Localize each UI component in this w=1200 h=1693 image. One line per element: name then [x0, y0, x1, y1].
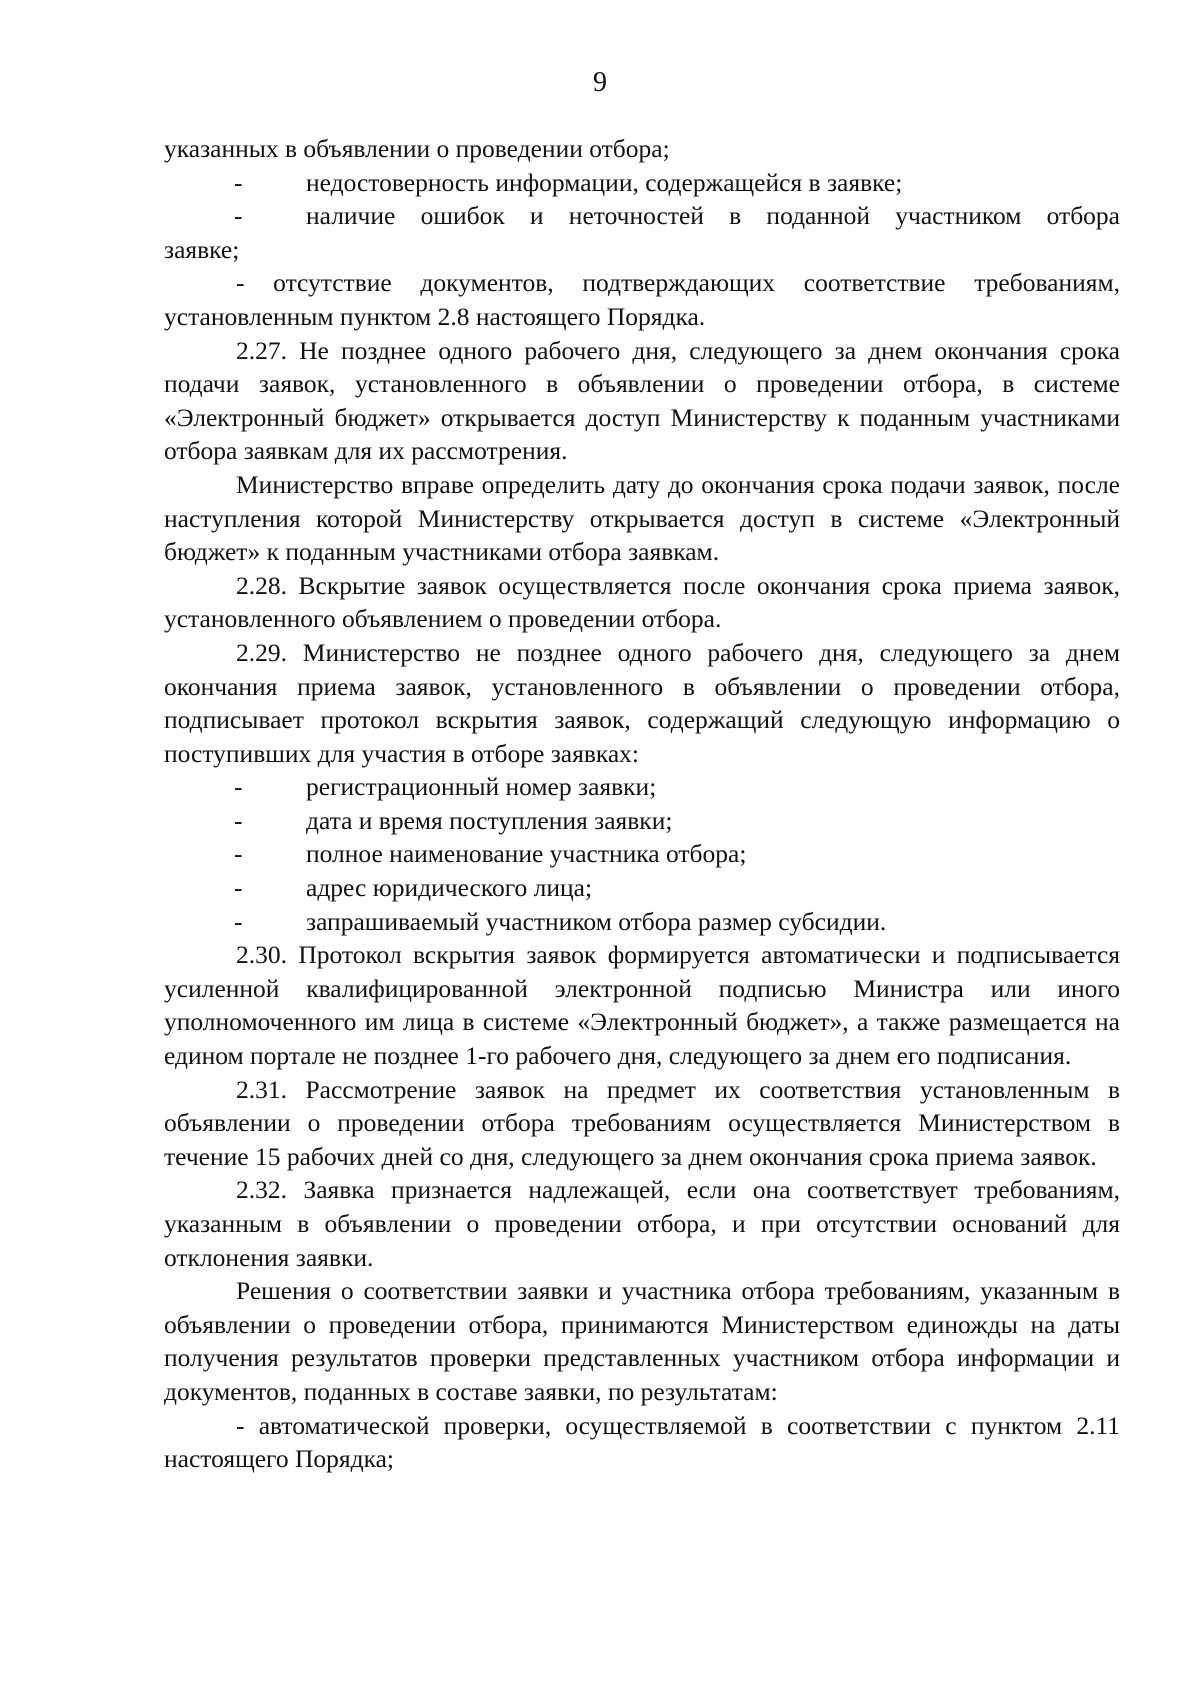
list-item [164, 199, 1120, 233]
paragraph: Министерство вправе определить дату до окончания срока подачи заявок, после наступления которой Министерству открывается доступ в системе «Электронный бюджет» к поданным участниками отбора заявкам. [164, 469, 1120, 567]
list-item [164, 837, 1120, 871]
list-item-text: наличие ошибок и неточностей в поданной участником отбора [306, 201, 1120, 231]
list-item-text: полное наименование участника отбора; [306, 839, 747, 869]
dash-marker: - [234, 167, 243, 197]
list-item-text: дата и время поступления заявки; [306, 805, 673, 835]
list-item-text: регистрационный номер заявки; [306, 772, 657, 802]
paragraph-2-31: 2.31. Рассмотрение заявок на предмет их соответствия установленным в объявлении о проведении отбора требованиям осуществляется Министерством в течение 15 рабочих дней со дня, следующего за днем окончания срока приема заявок. [164, 1074, 1120, 1171]
list-item-text: недостоверность информации, содержащейся в заявке; [306, 167, 903, 197]
paragraph: Решения о соответствии заявки и участника отбора требованиям, указанным в объявлении о проведении отбора, принимаются Министерством единожды на даты получения результатов проверки представленных участником отбора информации и документов, поданных в составе заявки, по результатам: [164, 1276, 1120, 1406]
dash-marker: - [234, 873, 243, 903]
paragraph: - автоматической проверки, осуществляемой в соответствии с пунктом 2.11 настоящего Порядка; [164, 1410, 1120, 1474]
paragraph-continuation: заявке; [164, 234, 240, 264]
dash-marker: - [234, 805, 243, 835]
dash-marker: - [234, 772, 243, 802]
dash-marker: - [234, 201, 243, 231]
page-number: 9 [593, 67, 607, 98]
dash-marker: - [234, 906, 243, 936]
list-item-text: запрашиваемый участником отбора размер субсидии. [306, 906, 887, 936]
paragraph-2-28: 2.28. Вскрытие заявок осуществляется после окончания срока приема заявок, установленного объявлением о проведении отбора. [164, 570, 1120, 634]
list-item [164, 804, 1120, 838]
list-item [164, 166, 1120, 200]
paragraph-2-27: 2.27. Не позднее одного рабочего дня, следующего за днем окончания срока подачи заявок, установленного в объявлении о проведении отбора, в системе «Электронный бюджет» открывается доступ Министерству к поданным участниками отбора заявкам для их рассмотрения. [164, 335, 1120, 466]
document-body [164, 132, 1120, 1476]
paragraph-2-32: 2.32. Заявка признается надлежащей, если она соответствует требованиям, указанным в объявлении о проведении отбора, и при отсутствии оснований для отклонения заявки. [164, 1175, 1120, 1272]
dash-marker: - [234, 839, 243, 869]
list-item [164, 770, 1120, 804]
list-item-text: адрес юридического лица; [306, 873, 593, 903]
paragraph-2-29: 2.29. Министерство не позднее одного рабочего дня, следующего за днем окончания приема заявок, установленного в объявлении о проведении отбора, подписывает протокол вскрытия заявок, содержащий следующую информацию о поступивших для участия в отборе заявках: [164, 637, 1120, 768]
paragraph: - отсутствие документов, подтверждающих соответствие требованиям, установленным пунктом 2.8 настоящего Порядка. [164, 268, 1120, 331]
paragraph: указанных в объявлении о проведении отбора; [164, 134, 670, 163]
list-item [164, 871, 1120, 905]
list-item [164, 905, 1120, 939]
paragraph-2-30: 2.30. Протокол вскрытия заявок формируется автоматически и подписывается усиленной квалифицированной электронной подписью Министра или иного уполномоченного им лица в системе «Электронный бюджет», а также размещается на едином портале не позднее 1-го рабочего дня, следующего за днем его подписания. [164, 940, 1120, 1071]
